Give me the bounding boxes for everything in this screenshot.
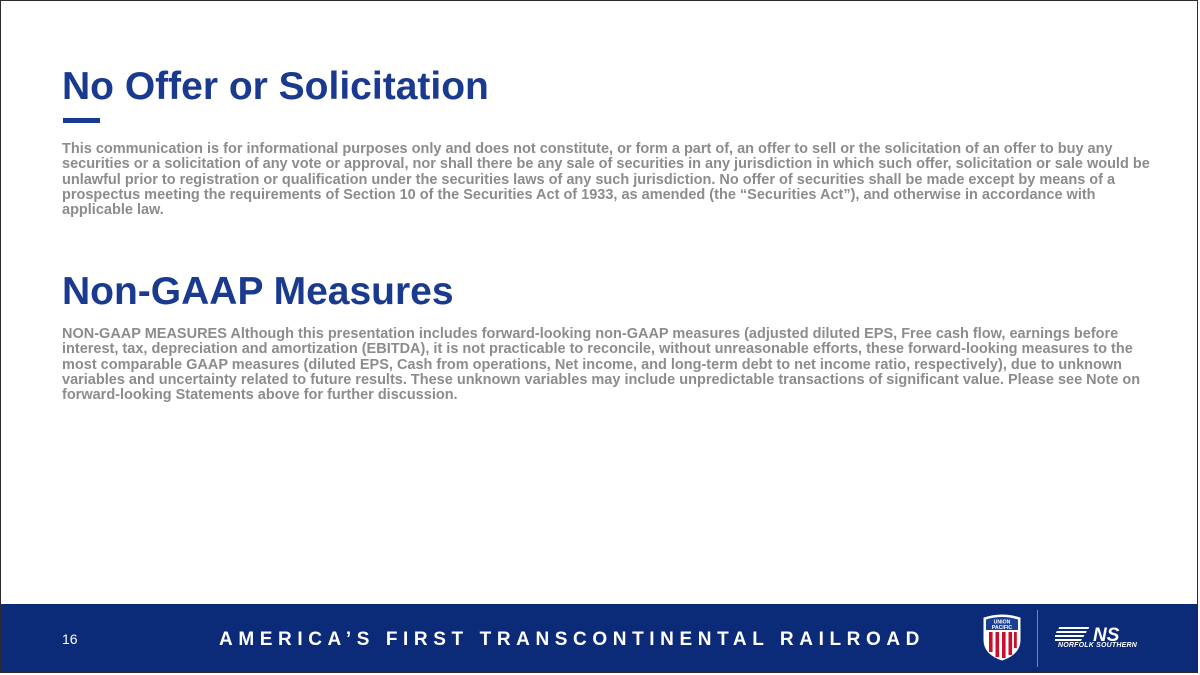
logo-text-pacific: PACIFIC [991,624,1013,631]
section-title-no-offer: No Offer or Solicitation [62,65,489,108]
logo-divider [1037,610,1038,667]
section-title-non-gaap: Non-GAAP Measures [62,270,454,313]
footer-tagline: AMERICA’S FIRST TRANSCONTINENTAL RAILROAD [219,629,926,650]
norfolk-southern-logo [1055,622,1145,658]
section-body-non-gaap: NON-GAAP MEASURES Although this presentation includes forward-looking non-GAAP measures (adjusted diluted EPS, Free cash flow, earnings before interest, tax, depreciation and amortization (EBITDA), it is not practicable to reconcile, without unreasonable efforts, these forward-looking measures to the most comparable GAAP measures (diluted EPS, Cash from operations, Net income, and long-term debt to net income ratio, respectively), due to unknown variables and uncertainty related to future results. These unknown variables may include unpredictable transactions of significant value. Please see Note on forward-looking Statements above for further discussion. [62,326,1141,404]
logo-text-union: UNION [993,619,1011,626]
title-underline-accent [63,118,100,123]
section-body-no-offer: This communication is for informational purposes only and does not constitute, or form a part of, an offer to sell or the solicitation of an offer to buy any securities or a solicitation of any vote or approval, nor shall there be any sale of securities in any jurisdiction in which such offer, solicitation or sale would be unlawful prior to registration or qualification under the securities laws of any such jurisdiction. No offer of securities shall be made except by means of a prospectus meeting the requirements of Section 10 of the Securities Act of 1933, as amended (the “Securities Act”), and otherwise in accordance with applicable law. [62,141,1150,219]
ns-logo-mark: NS [1093,625,1120,646]
union-pacific-shield-logo [981,613,1023,661]
page-number: 16 [62,631,78,647]
ns-logo-text: NORFOLK SOUTHERN [1058,642,1138,649]
